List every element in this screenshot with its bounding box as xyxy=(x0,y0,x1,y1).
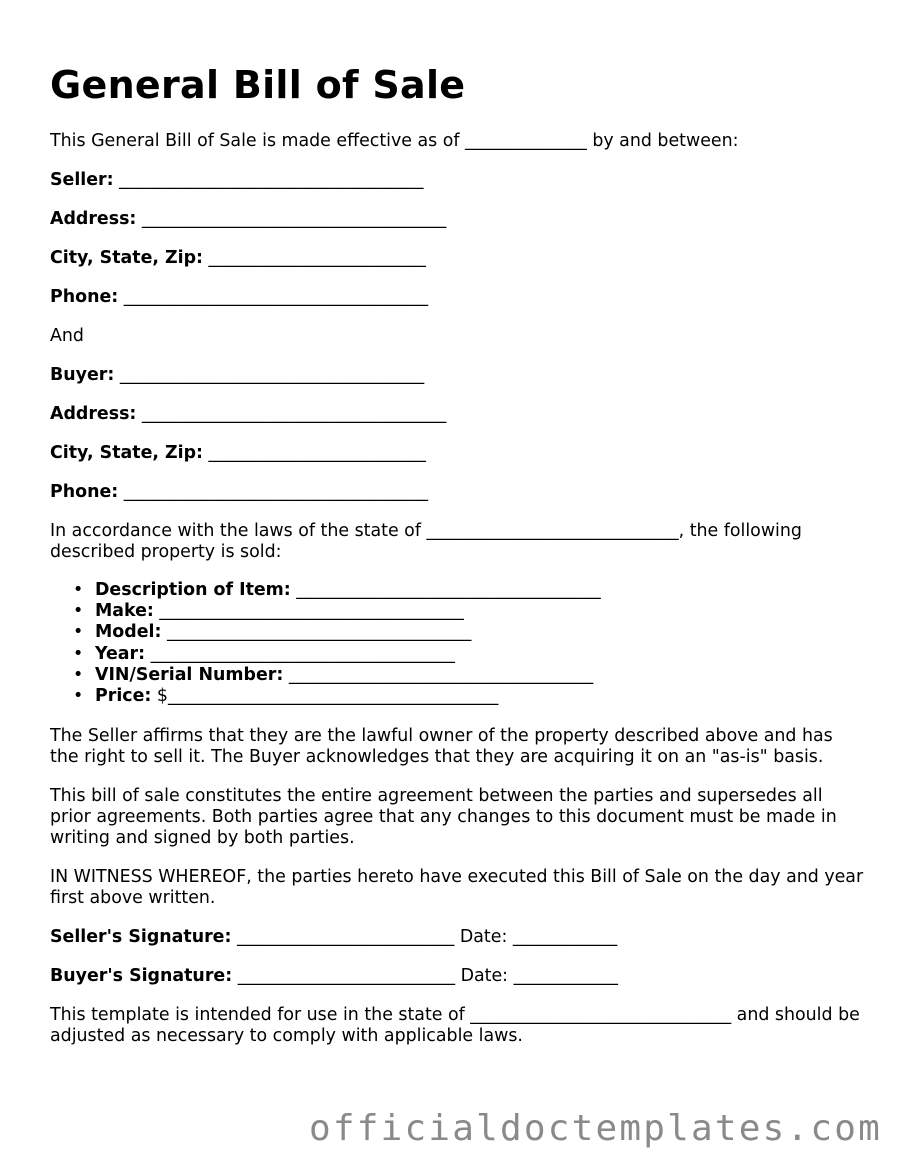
seller-signature-blank: _________________________ xyxy=(236,927,455,947)
buyer-address-blank: ___________________________________ xyxy=(141,404,447,424)
buyer-signature-label: Buyer's Signature: xyxy=(50,966,233,986)
buyer-city-blank: _________________________ xyxy=(208,443,426,463)
item-blank: ___________________________________ xyxy=(150,643,455,664)
seller-address-label: Address: xyxy=(50,209,137,229)
list-item xyxy=(95,580,601,601)
item-blank: ___________________________________ xyxy=(296,580,601,600)
seller-name-row xyxy=(50,170,423,191)
seller-signature-label: Seller's Signature: xyxy=(50,927,232,947)
affirm-paragraph: The Seller affirms that they are the lawful owner of the property described above and has the right to sell it. The Buyer acknowledges that they are acquiring it on an "as-is" basis. xyxy=(50,726,833,767)
entire-agreement-paragraph: This bill of sale constitutes the entire agreement between the parties and supersedes all prior agreements. Both parties agree that any changes to this document must be made in writing and signed by both parties. xyxy=(50,786,837,848)
buyer-city-row xyxy=(50,443,426,464)
buyer-date-label: Date: xyxy=(460,966,509,986)
template-note: This template is intended for use in the state of ______________________________ and should be adjusted as necessary to comply with applicable laws. xyxy=(50,1005,860,1046)
seller-city-row xyxy=(50,248,426,269)
item-blank: ___________________________________ xyxy=(159,601,464,622)
list-item xyxy=(95,644,601,665)
buyer-city-label: City, State, Zip: xyxy=(50,443,203,463)
buyer-name-label: Buyer: xyxy=(50,365,115,385)
item-label: VIN/Serial Number: xyxy=(95,664,284,685)
item-blank: $______________________________________ xyxy=(156,686,499,707)
seller-phone-blank: ___________________________________ xyxy=(123,287,429,307)
seller-address-row xyxy=(50,209,446,230)
item-label: Model: xyxy=(95,622,162,643)
item-blank: ___________________________________ xyxy=(166,622,472,643)
witness-paragraph: IN WITNESS WHEREOF, the parties hereto have executed this Bill of Sale on the day and year first above written. xyxy=(50,867,864,908)
seller-city-blank: _________________________ xyxy=(208,248,426,268)
buyer-signature-blank: _________________________ xyxy=(237,966,456,986)
buyer-phone-blank: ___________________________________ xyxy=(123,482,429,502)
watermark-text: officialdoctemplates.com xyxy=(309,1108,882,1149)
item-label: Description of Item: xyxy=(95,580,291,600)
buyer-phone-label: Phone: xyxy=(50,482,119,502)
buyer-name-row xyxy=(50,365,424,386)
seller-address-blank: ___________________________________ xyxy=(141,209,447,229)
seller-phone-row xyxy=(50,287,428,308)
list-item xyxy=(95,601,601,622)
seller-date-label: Date: xyxy=(459,927,508,947)
buyer-name-blank: ___________________________________ xyxy=(119,365,425,385)
item-label: Year: xyxy=(95,643,146,664)
buyer-signature-row xyxy=(50,966,618,987)
buyer-phone-row xyxy=(50,482,428,503)
and-text: And xyxy=(50,326,84,346)
list-item xyxy=(95,665,601,686)
buyer-date-blank: ____________ xyxy=(513,966,618,986)
list-item xyxy=(95,622,601,643)
property-intro: In accordance with the laws of the state of _____________________________, the following described property is sold: xyxy=(50,521,802,562)
buyer-address-row xyxy=(50,404,446,425)
seller-phone-label: Phone: xyxy=(50,287,119,307)
seller-city-label: City, State, Zip: xyxy=(50,248,203,268)
seller-signature-row xyxy=(50,927,617,948)
intro-line: This General Bill of Sale is made effective as of ______________ by and between: xyxy=(50,131,739,151)
list-item xyxy=(95,686,601,707)
seller-name-label: Seller: xyxy=(50,170,114,190)
document-title: General Bill of Sale xyxy=(50,63,466,107)
item-label: Make: xyxy=(95,601,154,622)
seller-name-blank: ___________________________________ xyxy=(119,170,424,190)
buyer-address-label: Address: xyxy=(50,404,137,424)
item-label: Price: xyxy=(95,686,152,707)
seller-date-blank: ____________ xyxy=(512,927,618,947)
item-blank: ___________________________________ xyxy=(288,664,594,685)
property-item-list xyxy=(50,580,601,707)
